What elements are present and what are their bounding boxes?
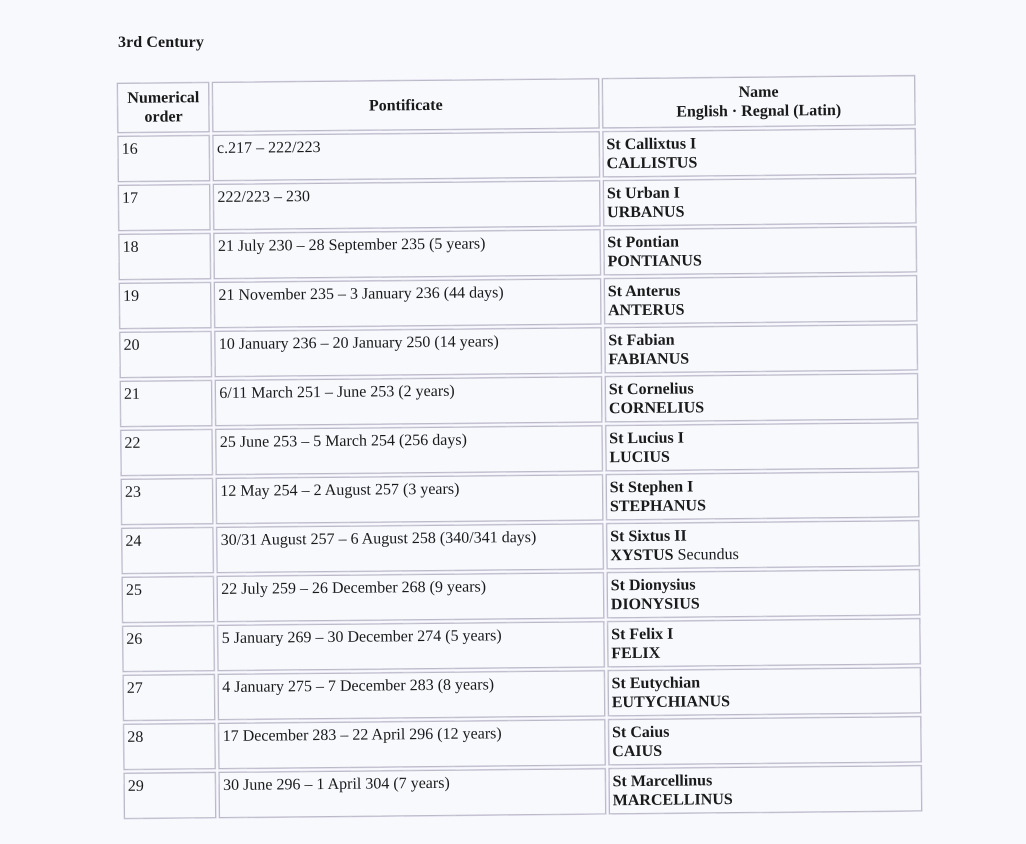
pontificate-cell: 10 January 236 – 20 January 250 (14 years)	[215, 327, 602, 377]
name-cell	[603, 226, 917, 275]
table-row	[119, 275, 917, 329]
order-cell: 19	[119, 282, 212, 329]
pontificate-cell: 222/223 – 230	[213, 180, 600, 230]
pontificate-cell: 25 June 253 – 5 March 254 (256 days)	[216, 425, 603, 475]
header-numerical-order	[117, 82, 210, 133]
pontificate-cell: c.217 – 222/223	[213, 131, 600, 181]
english-name: St Cornelius	[608, 380, 694, 399]
name-cell	[607, 667, 921, 716]
table-row	[121, 520, 919, 574]
name-cell	[608, 765, 922, 814]
pontificate-cell: 21 November 235 – 3 January 236 (44 days)	[214, 278, 601, 328]
table-row	[121, 471, 919, 525]
table-row	[124, 765, 922, 819]
order-cell: 20	[119, 331, 212, 378]
table-row	[120, 373, 918, 427]
table-row	[120, 422, 918, 476]
latin-name-line	[610, 543, 915, 565]
english-name: St Urban I	[606, 184, 680, 203]
latin-name: CAIUS	[612, 742, 663, 761]
latin-name: LUCIUS	[609, 448, 670, 467]
pontificate-cell: 30/31 August 257 – 6 August 258 (340/341 days)	[217, 523, 604, 573]
order-cell: 28	[123, 723, 216, 770]
latin-name: ANTERUS	[607, 301, 685, 320]
latin-name-line	[613, 788, 918, 810]
header-order-line2: order	[144, 108, 183, 126]
latin-name-line	[608, 298, 913, 320]
latin-name-line	[612, 739, 917, 761]
latin-name: EUTYCHIANUS	[611, 693, 731, 712]
table-row	[123, 667, 921, 721]
table-row	[118, 128, 916, 182]
latin-name-line	[608, 347, 913, 369]
order-cell: 18	[118, 233, 211, 280]
pontificate-cell: 5 January 269 – 30 December 274 (5 years)	[218, 621, 605, 671]
latin-name-line	[610, 494, 915, 516]
pontificate-cell: 21 July 230 – 28 September 235 (5 years)	[214, 229, 601, 279]
latin-name: FELIX	[611, 644, 661, 663]
header-pontificate: Pontificate	[212, 78, 599, 132]
latin-name-line	[611, 592, 916, 614]
name-cell	[605, 422, 919, 471]
order-cell: 21	[120, 380, 213, 427]
century-heading: 3rd Century	[118, 34, 204, 51]
name-cell	[607, 569, 921, 618]
table-row	[118, 177, 916, 231]
order-cell: 16	[118, 135, 211, 182]
popes-table	[114, 72, 925, 822]
pontificate-cell: 4 January 275 – 7 December 283 (8 years)	[218, 670, 605, 720]
pontificate-cell: 22 July 259 – 26 December 268 (9 years)	[217, 572, 604, 622]
latin-name-line	[611, 641, 916, 663]
pontificate-cell: 30 June 296 – 1 April 304 (7 years)	[219, 768, 606, 818]
name-cell	[606, 520, 920, 569]
header-name-line2: English · Regnal (Latin)	[676, 102, 842, 121]
latin-name-line	[607, 151, 912, 173]
table-row	[123, 716, 921, 770]
order-cell: 29	[124, 772, 217, 819]
table-body	[118, 128, 923, 819]
name-cell	[604, 324, 918, 373]
table-row	[119, 324, 917, 378]
header-order-line1: Numerical	[127, 89, 200, 107]
latin-name: FABIANUS	[608, 350, 690, 369]
pontificate-cell: 12 May 254 – 2 August 257 (3 years)	[216, 474, 603, 524]
english-name: St Caius	[612, 723, 670, 742]
name-cell	[606, 471, 920, 520]
name-cell	[605, 373, 919, 422]
order-cell: 24	[121, 527, 214, 574]
table-row	[122, 569, 920, 623]
order-cell: 27	[123, 674, 216, 721]
order-cell: 25	[122, 576, 215, 623]
order-cell: 17	[118, 184, 211, 231]
name-cell	[608, 716, 922, 765]
latin-name-line	[609, 445, 914, 467]
latin-name: STEPHANUS	[609, 497, 707, 516]
english-name: St Sixtus II	[610, 527, 687, 546]
latin-name: CORNELIUS	[608, 399, 705, 418]
pontificate-cell: 6/11 March 251 – June 253 (2 years)	[215, 376, 602, 426]
order-cell: 23	[121, 478, 214, 525]
english-name: St Callixtus I	[606, 135, 697, 154]
english-name: St Fabian	[608, 331, 675, 350]
latin-name-line	[609, 396, 914, 418]
table-row	[118, 226, 916, 280]
english-name: St Anterus	[607, 282, 681, 301]
name-cell	[604, 275, 918, 324]
latin-name: PONTIANUS	[607, 252, 702, 271]
name-cell	[607, 618, 921, 667]
english-name: St Felix I	[611, 625, 674, 644]
english-name: St Stephen I	[609, 478, 694, 497]
name-cell	[603, 177, 917, 226]
latin-name-line	[607, 200, 912, 222]
table-row	[122, 618, 920, 672]
english-name: St Pontian	[607, 233, 680, 252]
english-name: St Lucius I	[609, 429, 685, 448]
latin-name-suffix: Secundus	[677, 546, 739, 564]
name-cell	[602, 128, 916, 177]
latin-name: XYSTUS	[610, 546, 674, 565]
header-name-line1: Name	[738, 83, 779, 102]
english-name: St Marcellinus	[612, 772, 713, 791]
latin-name: CALLISTUS	[606, 154, 698, 173]
latin-name-line	[607, 249, 912, 271]
latin-name: MARCELLINUS	[612, 791, 733, 810]
english-name: St Eutychian	[611, 674, 701, 693]
latin-name: URBANUS	[607, 203, 685, 222]
pontificate-cell: 17 December 283 – 22 April 296 (12 years)	[219, 719, 606, 769]
header-name	[602, 75, 916, 128]
latin-name: DIONYSIUS	[610, 595, 700, 614]
order-cell: 22	[120, 429, 213, 476]
order-cell: 26	[122, 625, 215, 672]
table-header-row	[117, 75, 915, 133]
latin-name-line	[612, 690, 917, 712]
english-name: St Dionysius	[610, 576, 696, 595]
